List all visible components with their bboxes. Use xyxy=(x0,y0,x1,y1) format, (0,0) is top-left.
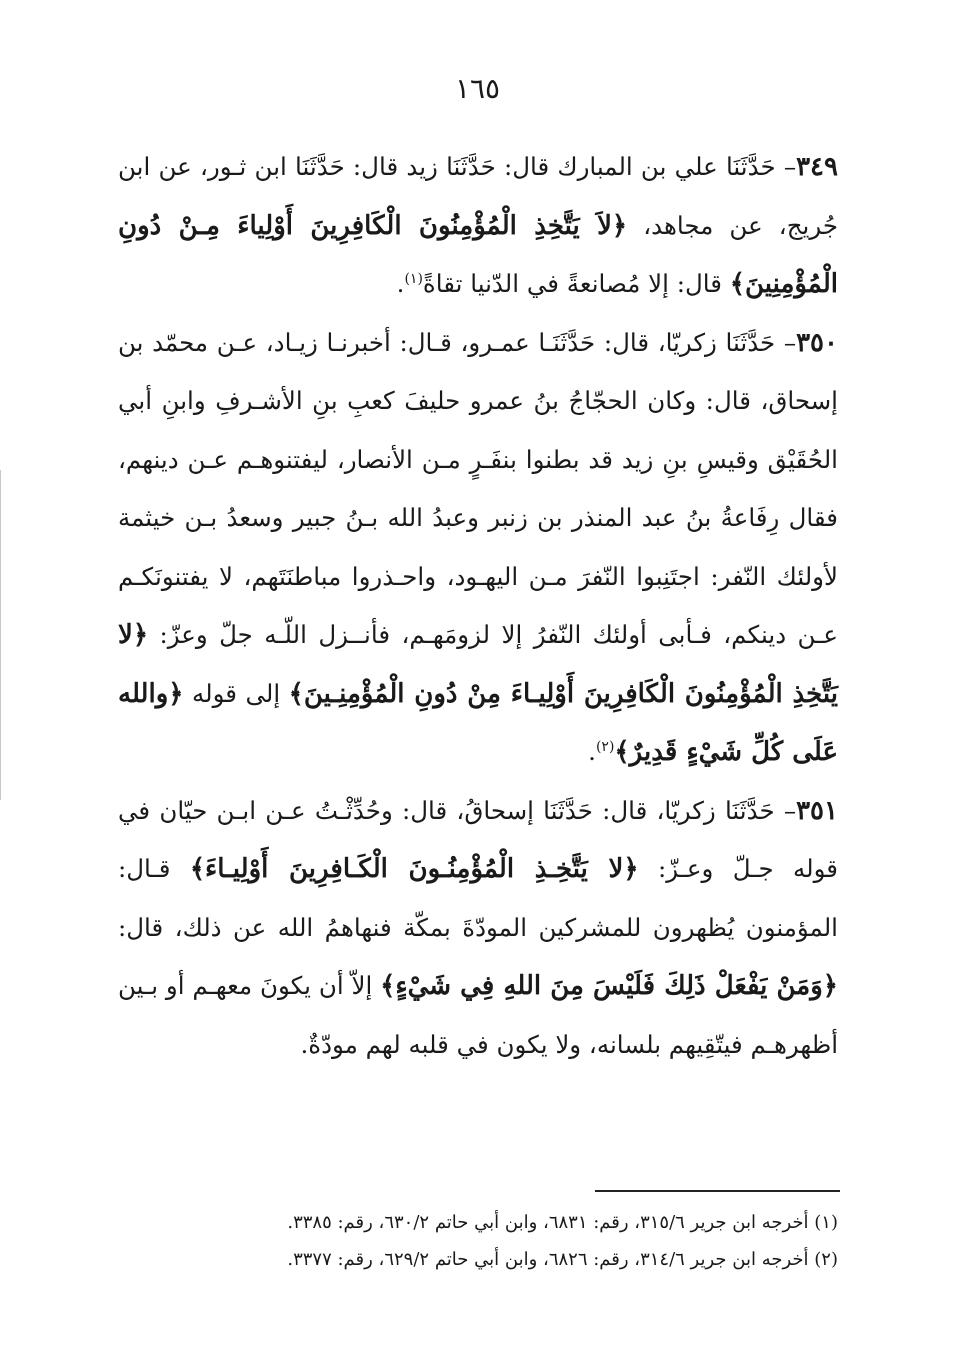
quran-verse: ﴿لا يَتَّخِذِ الْمُؤْمِنُونَ الْكَافِرِينَ أَوْلِيـاءَ مِنْ دُونِ الْمُؤْمِنِـينَ﴾ xyxy=(118,620,838,709)
text-segment: إلاّ أن يكونَ معهـم أو بـين أظهرهـم فيتّقِيهم بلسانه، ولا يكون في قلبه لهم مودّةٌ. xyxy=(118,971,838,1059)
quran-verse: ﴿لا يَتَّخِـذِ الْمُؤْمِنُـونَ الْكَـافِرِينَ أَوْلِيـاءَ﴾ xyxy=(189,854,639,884)
hadith-350 xyxy=(118,314,838,782)
quran-verse: ﴿لاَ يَتَّخِذِ الْمُؤْمِنُونَ الْكَافِرِينَ أَوْلِياءَ مِـنْ دُونِ الْمُؤْمِنِينَ﴾ xyxy=(118,210,838,299)
hadith-349 xyxy=(118,138,838,314)
footnotes xyxy=(118,1204,838,1278)
text-segment: قـال: المؤمنون يُظهرون للمشركين المودّةَ بمكّة فنهاهمُ الله عن ذلك، قال: xyxy=(118,854,838,942)
footnote-ref: (٢) xyxy=(595,738,615,755)
hadith-number: ٣٤٩ xyxy=(796,152,838,182)
text-segment: – حَدَّثَنَا زكريّا، قال: حَدَّثَنَـا عمـرو، قـال: أخبرنـا زيـاد، عـن محمّد بن إسحاق، قال: وكان الحجّاجُ بنُ عمرو حليفَ كعبِ بنِ الأشـرفِ وابنِ أبي الحُقَيْق وقيسِ بنِ زيد قد بطنوا بنفَـرٍ مـن الأنصار، ليفتنوهـم عـن دينهم، فقال رِفَاعةُ بنُ عبد المنذر بن زنبر وعبدُ الله بـنُ جبير وسعدُ بـن خيثمة لأولئك النّفر: اجتَنِبوا النّفرَ مـن اليهـود، واحـذروا مباطنَتَهم، لا يفتنونَكـم عـن دينكم، فـأبى أولئك النّفرُ إلا لزومَهـم، فأنــزل اللّـه جلّ وعزّ: xyxy=(118,327,838,649)
quran-verse: ﴿وَمَنْ يَفْعَلْ ذَلِكَ فَلَيْسَ مِنَ اللهِ فِي شَيْءٍ﴾ xyxy=(380,971,838,1001)
text-segment: – حَدَّثَنَا علي بن المبارك قال: حَدَّثَنَا زيد قال: حَدَّثَنَا ابن ثـور، عن ابن جُريج، عن مجاهد، xyxy=(118,152,838,240)
page-number: ١٦٥ xyxy=(454,72,501,105)
text-segment: – حَدَّثَنَا زكريّا، قال: حَدَّثَنَا إسحاقُ، قال: وحُدِّثْـتُ عـن ابـن حيّان في قوله جـلّ وعـزّ: xyxy=(118,795,838,883)
text-segment: إلى قوله xyxy=(183,678,289,708)
quran-verse: ﴿والله عَلَى كُلِّ شَيْءٍ قَدِيرٌ﴾ xyxy=(118,678,838,767)
body-text xyxy=(118,138,838,1074)
text-segment: . xyxy=(396,269,405,298)
text-segment: قال: إلا مُصانعةً في الدّنيا تقاةً xyxy=(422,269,730,298)
hadith-number: ٣٥١ xyxy=(796,795,838,826)
hadith-351 xyxy=(118,782,838,1075)
text-segment: . xyxy=(588,737,596,766)
footnote-2: (٢) أخرجه ابن جرير ٣١٤/٦، رقم: ٦٨٢٦، وابن أبي حاتم ٦٢٩/٢، رقم: ٣٣٧٧. xyxy=(287,1249,838,1270)
footnote-separator xyxy=(595,1190,840,1192)
footnote-ref: (١) xyxy=(404,270,423,287)
scan-edge-line xyxy=(0,470,1,800)
footnote-1: (١) أخرجه ابن جرير ٣١٥/٦، رقم: ٦٨٣١، وابن أبي حاتم ٦٣٠/٢، رقم: ٣٣٨٥. xyxy=(287,1212,838,1233)
hadith-number: ٣٥٠ xyxy=(796,327,838,358)
